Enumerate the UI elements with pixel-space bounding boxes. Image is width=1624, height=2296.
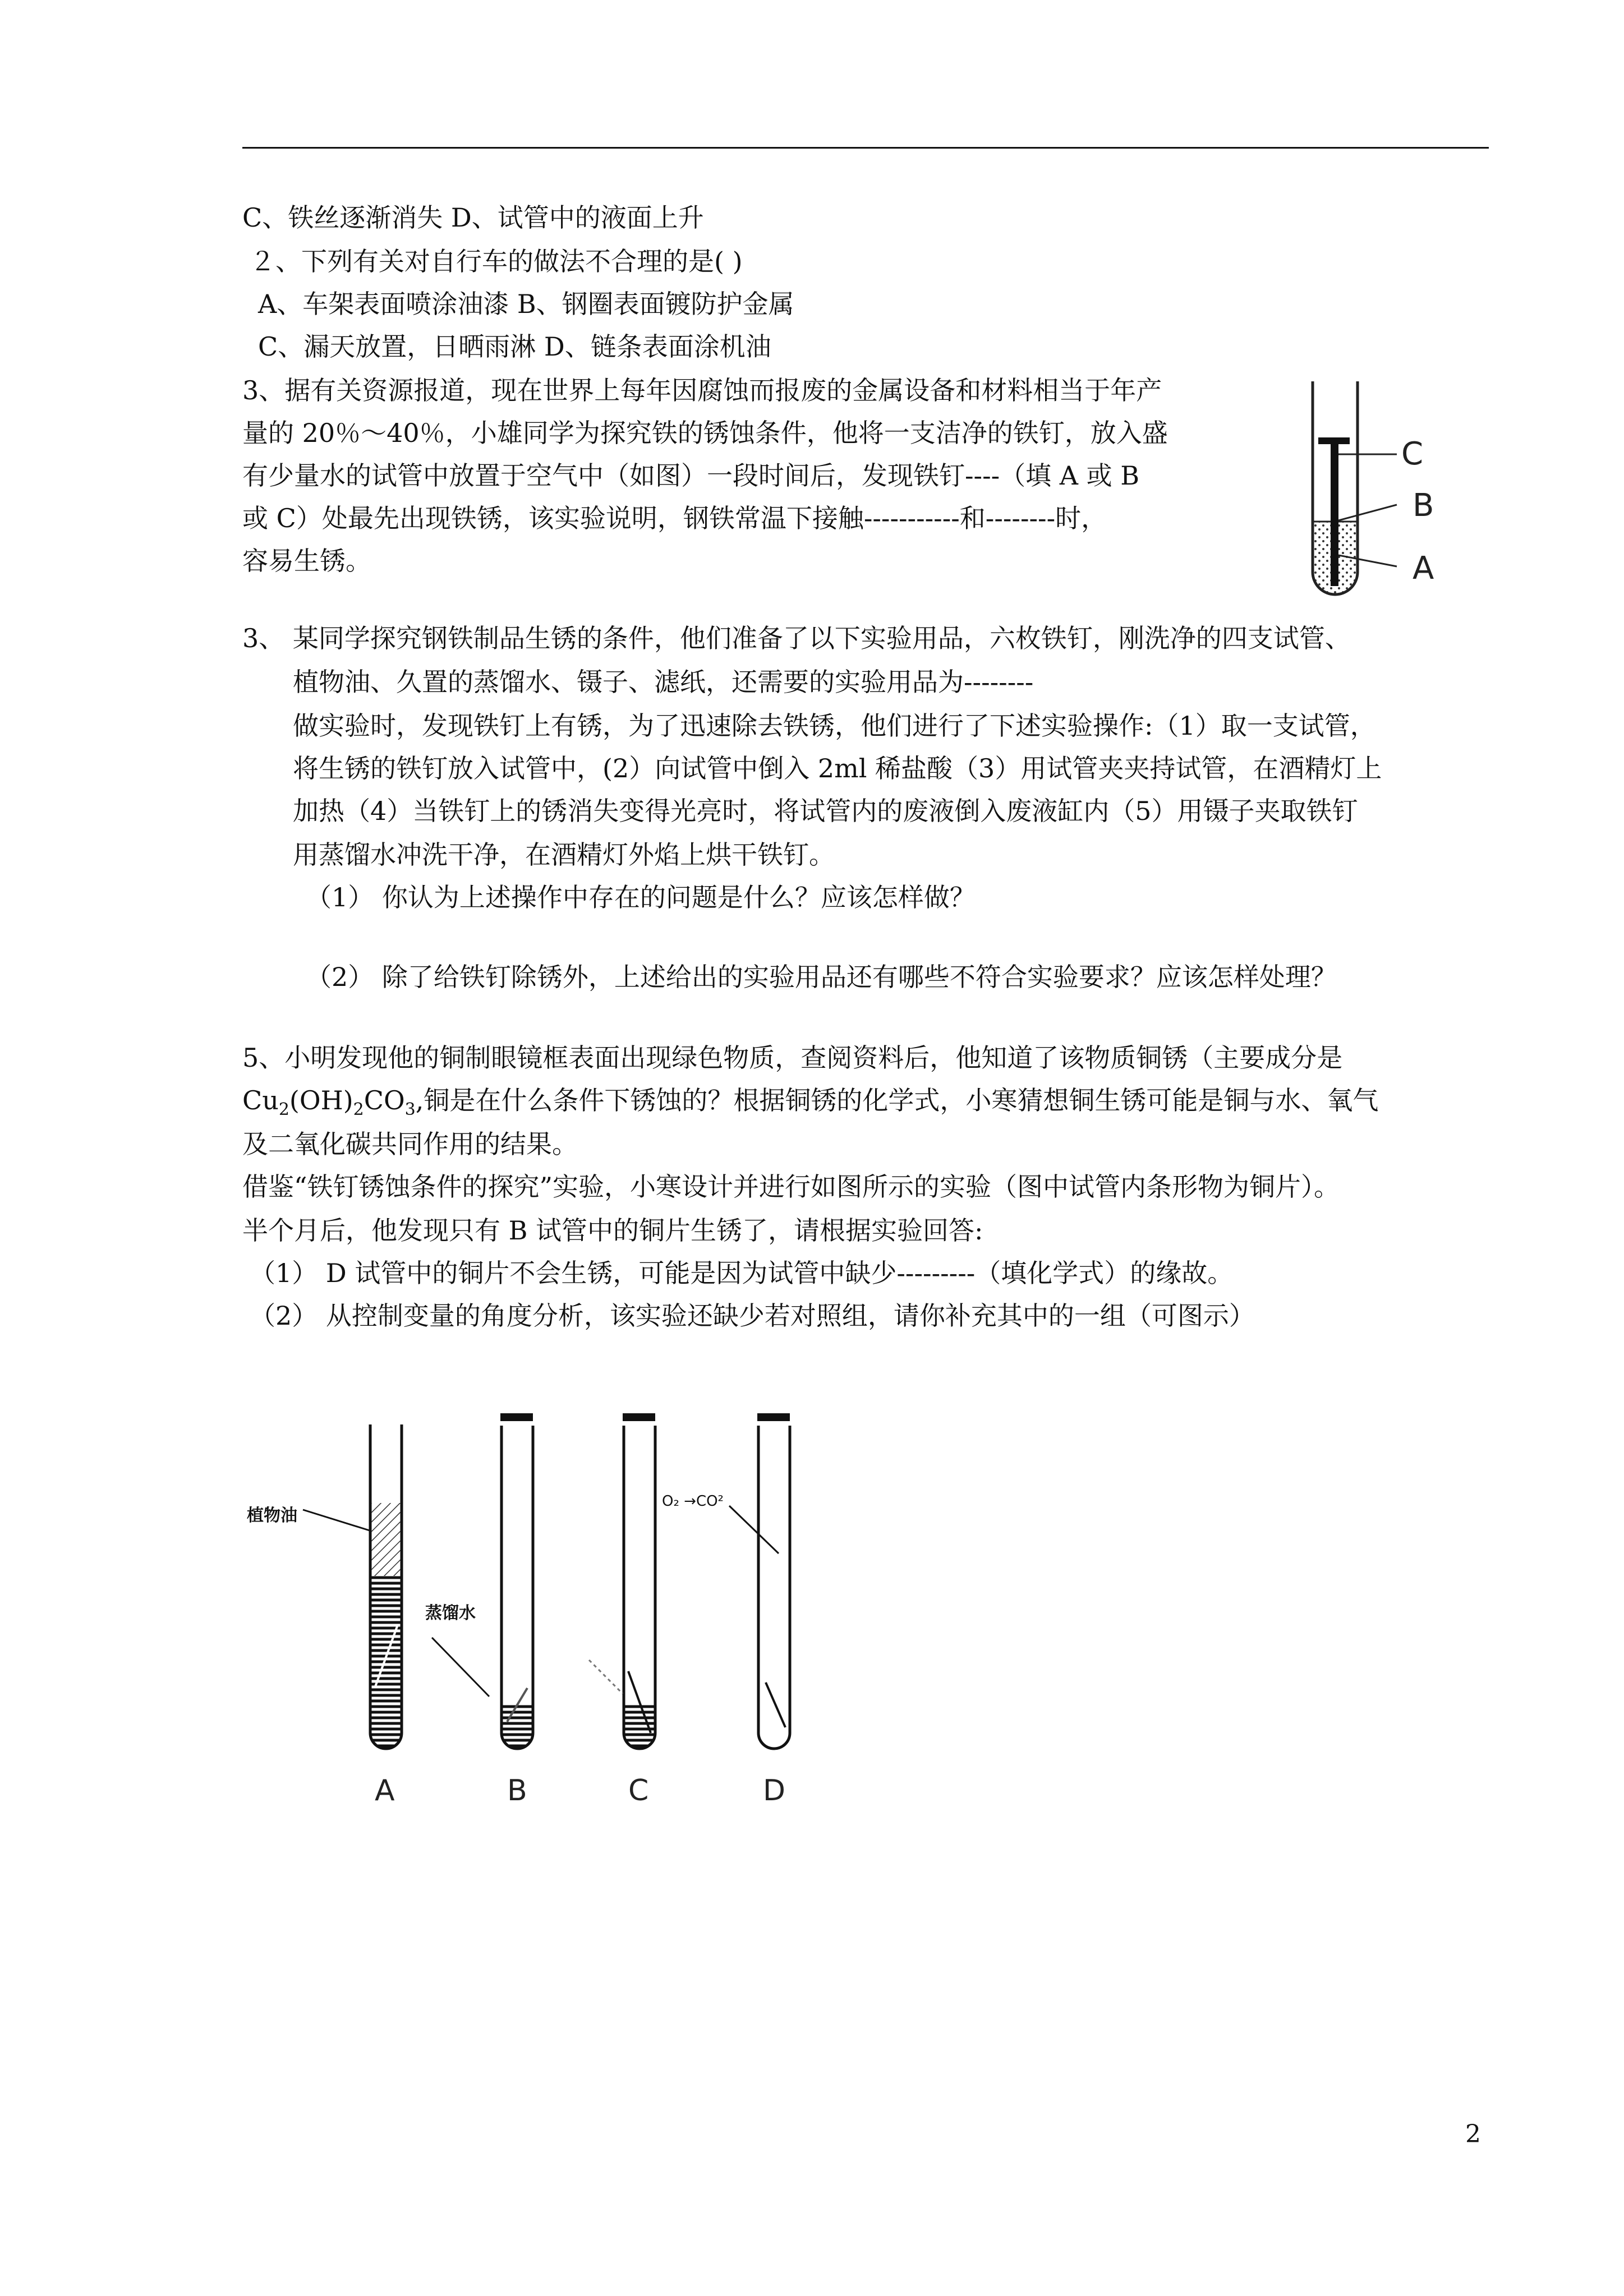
option-line: C、漏天放置，日晒雨淋 D、链条表面涂机油 [258, 331, 771, 362]
question-3b: 3、 某同学探究钢铁制品生锈的条件，他们准备了以下实验用品，六枚铁钉，刚洗净的四支试管、 [242, 623, 1351, 653]
gas-leader [729, 1506, 779, 1553]
tube-a [370, 1424, 402, 1749]
formula-rest: ,铜是在什么条件下锈蚀的？根据铜锈的化学式，小寒猜想铜生锈可能是铜与水、氧气 [415, 1085, 1379, 1115]
text-line: 有少量水的试管中放置于空气中（如图）一段时间后，发现铁钉----（填 A 或 B [242, 460, 1140, 491]
tube-d [757, 1413, 790, 1749]
sub-question-1: （1） D 试管中的铜片不会生锈，可能是因为试管中缺少---------（填化学式）的缘故。 [250, 1258, 1234, 1288]
text-line: 容易生锈。 [242, 546, 371, 576]
formula-sub: 2 [278, 1100, 289, 1119]
label-b: B [1413, 487, 1434, 524]
text-line: 半个月后，他发现只有 B 试管中的铜片生锈了，请根据实验回答: [242, 1215, 983, 1246]
text-line: 用蒸馏水冲洗干净，在酒精灯外焰上烘干铁钉。 [293, 840, 835, 870]
page-number: 2 [1465, 2120, 1481, 2149]
sub-question-2: （2） 除了给铁钉除锈外，上述给出的实验用品还有哪些不符合实验要求？应该怎样处理？ [306, 962, 1337, 992]
question-3a: 3、据有关资源报道，现在世界上每年因腐蚀而报废的金属设备和材料相当于年产 [242, 375, 1162, 405]
nail-shaft [1331, 437, 1338, 586]
text-line: 或 C）处最先出现铁锈，该实验说明，钢铁常温下接触-----------和--------时， [242, 503, 1107, 533]
text-line: C、铁丝逐渐消失 D、试管中的液面上升 [242, 202, 704, 233]
text-line: 借鉴“铁钉锈蚀条件的探究”实验，小寒设计并进行如图所示的实验（图中试管内条形物为铜片）。 [242, 1172, 1340, 1202]
text-line: 量的 20％～40％，小雄同学为探究铁的锈蚀条件，他将一支洁净的铁钉，放入盛 [242, 418, 1168, 448]
tube-label-c: C [628, 1774, 649, 1808]
tube-b [500, 1413, 533, 1749]
tube-label-b: B [507, 1774, 527, 1808]
formula-sub: 2 [353, 1100, 364, 1119]
question-5: 5、小明发现他的铜制眼镜框表面出现绿色物质，查阅资料后，他知道了该物质铜锈（主要成分是 [242, 1043, 1343, 1073]
header-rule [242, 147, 1489, 149]
text-line: 将生锈的铁钉放入试管中，(2）向试管中倒入 2ml 稀盐酸（3）用试管夹夹持试管，在酒精灯上 [293, 753, 1382, 783]
sub-question-2: （2） 从控制变量的角度分析，该实验还缺少若对照组，请你补充其中的一组（可图示） [250, 1301, 1255, 1331]
text-line: 及二氧化碳共同作用的结果。 [242, 1129, 578, 1159]
tube-label-d: D [763, 1774, 786, 1808]
leader-b [1338, 505, 1397, 520]
option-line: A、车架表面喷涂油漆 B、钢圈表面镀防护金属 [258, 289, 794, 319]
tube-label-a: A [375, 1774, 395, 1808]
tube-c-leader [589, 1660, 623, 1694]
text-line: 加热（4）当铁钉上的锈消失变得光亮时，将试管内的废液倒入废液缸内（5）用镊子夹取铁钉 [293, 796, 1358, 826]
nail-test-tube-figure [1301, 370, 1470, 606]
sub-question-1: （1） 你认为上述操作中存在的问题是什么？应该怎样做？ [306, 882, 976, 912]
oil-leader [303, 1510, 371, 1531]
text-line: 植物油、久置的蒸馏水、镊子、滤纸，还需要的实验用品为-------- [293, 667, 1034, 697]
label-a: A [1413, 550, 1434, 587]
water-leader [432, 1638, 489, 1696]
copper-rust-experiment-figure [236, 1391, 909, 1828]
formula-co: CO [364, 1085, 405, 1115]
oil-label: 植物油 [247, 1506, 297, 1525]
formula-line [242, 1084, 1378, 1127]
formula-sub: 3 [404, 1100, 416, 1119]
water-label: 蒸馏水 [425, 1603, 476, 1623]
text-line: 做实验时，发现铁钉上有锈，为了迅速除去铁锈，他们进行了下述实验操作:（1）取一支试管， [293, 711, 1376, 741]
formula-cu: Cu [242, 1085, 279, 1115]
formula-oh: (OH) [289, 1085, 353, 1115]
tube-c [623, 1413, 655, 1749]
question-2: ２、下列有关对自行车的做法不合理的是( ) [250, 246, 743, 276]
gas-label: O₂ →CO² [662, 1493, 724, 1510]
label-c: C [1401, 436, 1424, 472]
